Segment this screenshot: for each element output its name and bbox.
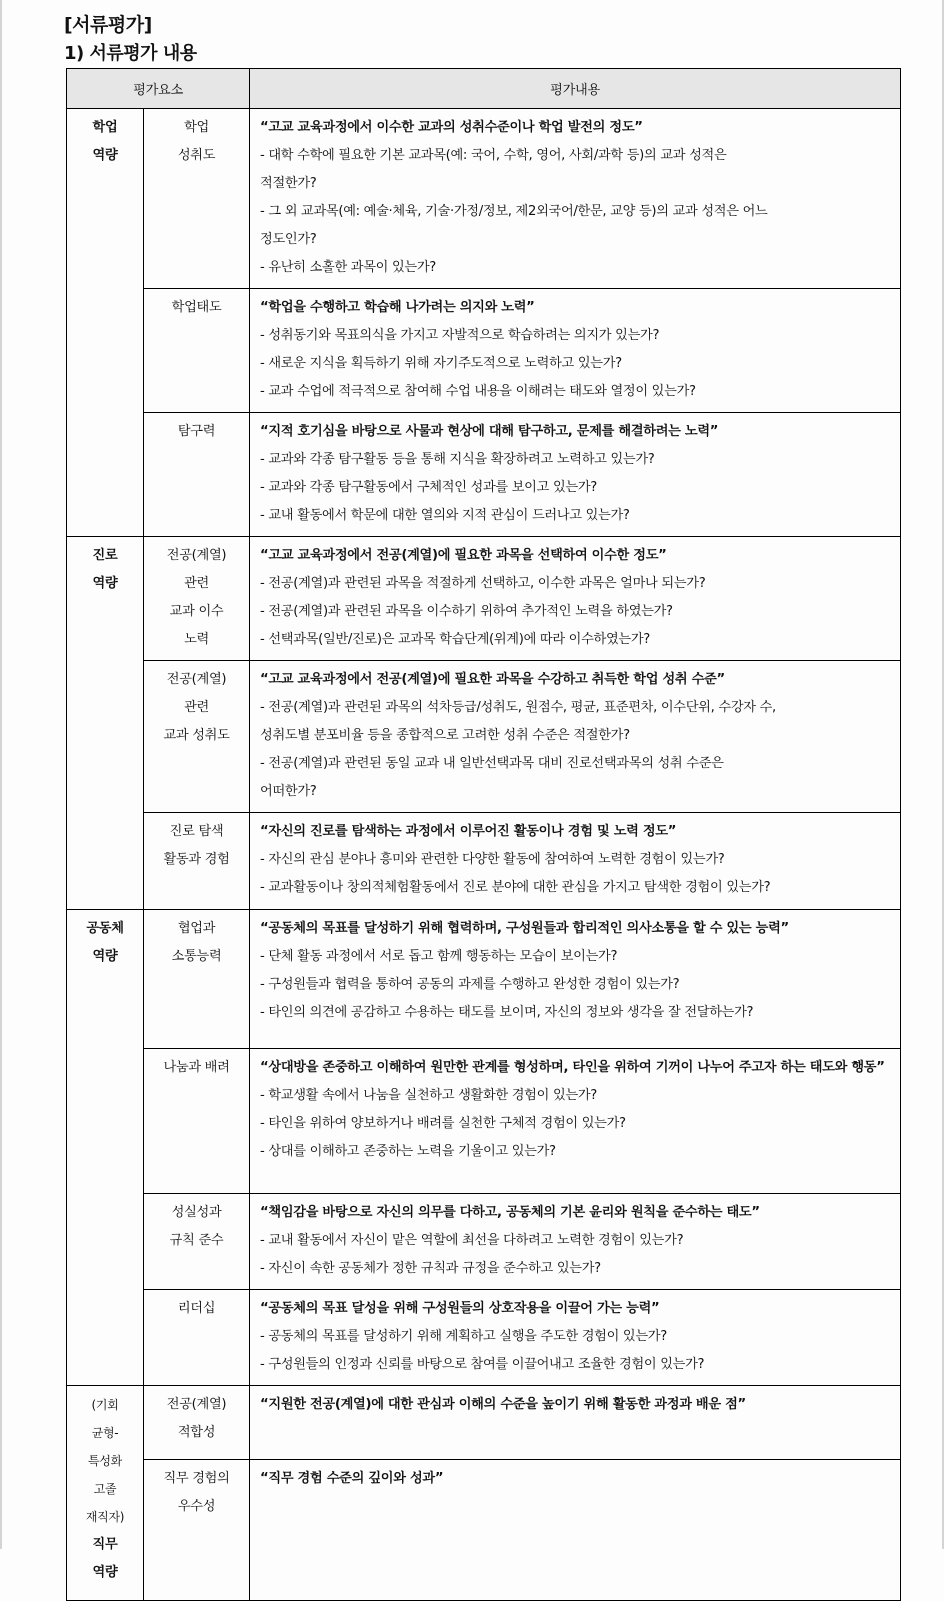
criterion-item: - 전공(계열)과 관련된 동일 교과 내 일반선택과목 대비 진로선택과목의 성취 수준은 (260, 756, 724, 771)
category-note-line: 특성화 (88, 1454, 122, 1468)
table-row (67, 813, 901, 910)
table-row (67, 1049, 901, 1194)
criterion-item: - 교과활동이나 창의적체험활동에서 진로 분야에 대한 관심을 가지고 탐색한 경험이 있는가? (260, 880, 771, 895)
criterion-item: - 단체 활동 과정에서 서로 돕고 함께 행동하는 모습이 보이는가? (260, 949, 618, 964)
subcategory-cell (144, 1460, 250, 1601)
category-label-line: 역량 (92, 949, 118, 964)
document-page (64, 10, 900, 67)
table-row (67, 289, 901, 413)
subcategory-label-line: 성실성과 (171, 1205, 222, 1220)
criterion-lead: “지원한 전공(계열)에 대한 관심과 이해의 수준을 높이기 위해 활동한 과정과 배운 점” (260, 1397, 746, 1412)
criterion-lead: “책임감을 바탕으로 자신의 의무를 다하고, 공동체의 기본 윤리와 원칙을 준수하는 태도” (260, 1205, 760, 1220)
subcategory-label-line: 관련 (184, 576, 209, 591)
content-cell (250, 1460, 901, 1601)
criterion-item: - 교과 수업에 적극적으로 참여해 수업 내용을 이해려는 태도와 열정이 있는가? (260, 384, 696, 399)
criterion-lead: “상대방을 존중하고 이해하여 원만한 관계를 형성하며, 타인을 위하여 기꺼이 나누어 주고자 하는 태도와 행동” (260, 1060, 885, 1075)
subcategory-label-line: 관련 (184, 700, 209, 715)
table-row (67, 1194, 901, 1290)
subcategory-cell (144, 813, 250, 910)
subcategory-label-line: 우수성 (177, 1499, 216, 1514)
subcategory-label-line: 전공(계열) (166, 1397, 227, 1412)
category-label-line: 역량 (92, 1565, 118, 1580)
criterion-item: - 그 외 교과목(예: 예술·체육, 기술·가정/정보, 제2외국어/한문, 교양 등)의 교과 성적은 어느 (260, 204, 768, 219)
category-label-line: 진로 (92, 548, 118, 563)
table-body (67, 109, 901, 1601)
header-content: 평가내용 (250, 69, 901, 109)
subcategory-cell (144, 661, 250, 813)
category-label-line: 역량 (92, 148, 118, 163)
category-label-line: 학업 (92, 120, 118, 135)
table-row (67, 1386, 901, 1460)
subcategory-label-line: 교과 이수 (169, 604, 224, 619)
criterion-item: - 자신의 관심 분야나 흥미와 관련한 다양한 활동에 참여하여 노력한 경험이 있는가? (260, 852, 725, 867)
category-cell (67, 1386, 144, 1601)
category-cell (67, 910, 144, 1386)
subcategory-label-line: 적합성 (177, 1425, 216, 1440)
subcategory-cell (144, 413, 250, 537)
subcategory-cell (144, 1386, 250, 1460)
criterion-item: 적절한가? (260, 176, 317, 191)
criterion-item: - 대학 수학에 필요한 기본 교과목(예: 국어, 수학, 영어, 사회/과학 등)의 교과 성적은 (260, 148, 727, 163)
criterion-lead: “자신의 진로를 탐색하는 과정에서 이루어진 활동이나 경험 및 노력 정도” (260, 824, 677, 839)
table-row (67, 109, 901, 289)
content-cell (250, 910, 901, 1049)
subcategory-label-line: 리더십 (177, 1301, 216, 1316)
subcategory-cell (144, 289, 250, 413)
criterion-lead: “학업을 수행하고 학습해 나가려는 의지와 노력” (260, 300, 535, 315)
criterion-item: 정도인가? (260, 232, 317, 247)
subcategory-label-line: 교과 성취도 (163, 728, 230, 743)
table-row (67, 1290, 901, 1386)
content-cell (250, 109, 901, 289)
subcategory-label-line: 나눔과 배려 (163, 1060, 230, 1075)
subcategory-label-line: 학업 (184, 120, 209, 135)
table-row (67, 1460, 901, 1601)
criterion-lead: “공동체의 목표를 달성하기 위해 협력하며, 구성원들과 합리적인 의사소통을 할 수 있는 능력” (260, 921, 789, 936)
content-cell (250, 289, 901, 413)
criterion-lead: “공동체의 목표 달성을 위해 구성원들의 상호작용을 이끌어 가는 능력” (260, 1301, 660, 1316)
content-cell (250, 1290, 901, 1386)
subcategory-label-line: 활동과 경험 (163, 852, 230, 867)
content-cell (250, 1049, 901, 1194)
criterion-lead: “지적 호기심을 바탕으로 사물과 현상에 대해 탐구하고, 문제를 해결하려는 노력” (260, 424, 719, 439)
content-cell (250, 413, 901, 537)
content-cell (250, 1386, 901, 1460)
table-row (67, 537, 901, 661)
subcategory-label-line: 규칙 준수 (169, 1233, 224, 1248)
content-cell (250, 813, 901, 910)
criterion-item: - 전공(계열)과 관련된 과목의 석차등급/성취도, 원점수, 평균, 표준편차, 이수단위, 수강자 수, (260, 700, 776, 715)
subcategory-label-line: 협업과 (177, 921, 216, 936)
criterion-item: - 구성원들의 인정과 신뢰를 바탕으로 참여를 이끌어내고 조율한 경험이 있는가? (260, 1357, 705, 1372)
subcategory-cell (144, 1290, 250, 1386)
table-row (67, 661, 901, 813)
criterion-item: - 교과와 각종 탐구활동에서 구체적인 성과를 보이고 있는가? (260, 480, 597, 495)
criterion-lead: “고교 교육과정에서 전공(계열)에 필요한 과목을 선택하여 이수한 정도” (260, 548, 667, 563)
criterion-item: - 공동체의 목표를 달성하기 위해 계획하고 실행을 주도한 경험이 있는가? (260, 1329, 667, 1344)
criterion-lead: “고교 교육과정에서 전공(계열)에 필요한 과목을 수강하고 취득한 학업 성취 수준” (260, 672, 725, 687)
subcategory-label-line: 전공(계열) (166, 672, 227, 687)
subcategory-label-line: 직무 경험의 (163, 1471, 230, 1486)
subcategory-label-line: 학업태도 (171, 300, 222, 315)
header-element: 평가요소 (67, 69, 250, 109)
category-cell (67, 537, 144, 910)
content-cell (250, 537, 901, 661)
criterion-item: - 자신이 속한 공동체가 정한 규칙과 규정을 준수하고 있는가? (260, 1261, 601, 1276)
category-note-line: 균형- (91, 1426, 119, 1440)
subcategory-cell (144, 1049, 250, 1194)
criterion-item: - 타인의 의견에 공감하고 수용하는 태도를 보이며, 자신의 정보와 생각을 잘 전달하는가? (260, 1005, 754, 1020)
criterion-item: - 교과와 각종 탐구활동 등을 통해 지식을 확장하려고 노력하고 있는가? (260, 452, 655, 467)
criterion-lead: “고교 교육과정에서 이수한 교과의 성취수준이나 학업 발전의 정도” (260, 120, 643, 135)
subcategory-label-line: 전공(계열) (166, 548, 227, 563)
subcategory-label-line: 소통능력 (171, 949, 222, 964)
table-row (67, 910, 901, 1049)
subcategory-label-line: 탐구력 (177, 424, 216, 439)
category-label-line: 직무 (92, 1537, 118, 1552)
criterion-item: - 성취동기와 목표의식을 가지고 자발적으로 학습하려는 의지가 있는가? (260, 328, 660, 343)
criterion-item: - 전공(계열)과 관련된 과목을 이수하기 위하여 추가적인 노력을 하였는가? (260, 604, 673, 619)
category-cell (67, 109, 144, 537)
criterion-item: - 구성원들과 협력을 통하여 공동의 과제를 수행하고 완성한 경험이 있는가? (260, 977, 680, 992)
criterion-lead: “직무 경험 수준의 깊이와 성과” (260, 1471, 444, 1486)
document-title: [서류평가] (64, 14, 152, 36)
criterion-item: - 교내 활동에서 자신이 맡은 역할에 최선을 다하려고 노력한 경험이 있는가? (260, 1233, 684, 1248)
criterion-item: - 교내 활동에서 학문에 대한 열의와 지적 관심이 드러나고 있는가? (260, 508, 630, 523)
header-row (67, 69, 901, 109)
category-note-line: (기회 (91, 1398, 119, 1412)
content-cell (250, 661, 901, 813)
evaluation-table (66, 68, 901, 1601)
criterion-item: - 학교생활 속에서 나눔을 실천하고 생활화한 경험이 있는가? (260, 1088, 597, 1103)
subcategory-cell (144, 537, 250, 661)
content-cell (250, 1194, 901, 1290)
subcategory-cell (144, 109, 250, 289)
category-note-line: 재직자) (85, 1510, 125, 1524)
criterion-item: - 타인을 위하여 양보하거나 배려를 실천한 구체적 경험이 있는가? (260, 1116, 626, 1131)
criterion-item: 성취도별 분포비율 등을 종합적으로 고려한 성취 수준은 적절한가? (260, 728, 630, 743)
section-heading: 1) 서류평가 내용 (64, 43, 197, 64)
table-row (67, 413, 901, 537)
subcategory-cell (144, 1194, 250, 1290)
subcategory-label-line: 노력 (184, 632, 209, 647)
criterion-item: - 새로운 지식을 획득하기 위해 자기주도적으로 노력하고 있는가? (260, 356, 622, 371)
criterion-item: - 유난히 소홀한 과목이 있는가? (260, 260, 437, 275)
subcategory-cell (144, 910, 250, 1049)
subcategory-label-line: 성취도 (177, 148, 216, 163)
category-note-line: 고졸 (93, 1482, 117, 1496)
category-label-line: 공동체 (86, 921, 124, 936)
subcategory-label-line: 진로 탐색 (169, 824, 224, 839)
criterion-item: - 상대를 이해하고 존중하는 노력을 기울이고 있는가? (260, 1144, 556, 1159)
category-label-line: 역량 (92, 576, 118, 591)
criterion-item: - 전공(계열)과 관련된 과목을 적절하게 선택하고, 이수한 과목은 얼마나 되는가? (260, 576, 706, 591)
criterion-item: 어떠한가? (260, 784, 317, 799)
criterion-item: - 선택과목(일반/진로)은 교과목 학습단계(위계)에 따라 이수하였는가? (260, 632, 651, 647)
